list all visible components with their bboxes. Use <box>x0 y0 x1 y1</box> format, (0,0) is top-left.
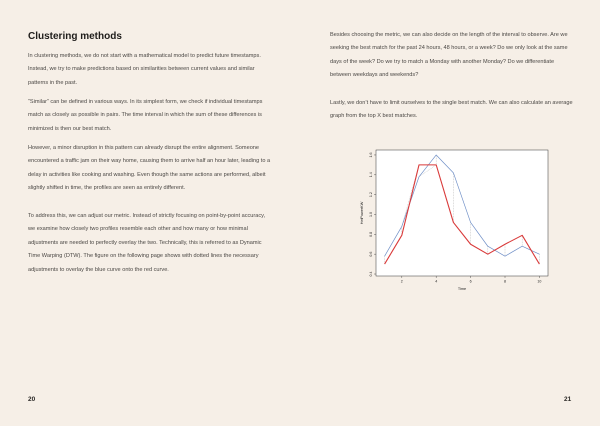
x-tick-label: 2 <box>400 279 403 284</box>
x-tick-label: 10 <box>537 279 542 284</box>
x-tick-label: 8 <box>504 279 506 284</box>
y-tick-label: 0.4 <box>369 271 373 277</box>
right-page <box>300 0 600 426</box>
paragraph-average: Lastly, we don’t have to limit ourselves to the single best match. We can also calculate an average graph from the top X best matches. <box>330 100 573 120</box>
paragraph-disruption: However, a minor disruption in this pattern can already disrupt the entire alignment. Someone encountered a traffic jam on their way home, causing them to arrive half an hour later, leading to a delay in activities like cooking and washing. Even though the same actions are performed, albeit slightly shifted in time, the profiles are seen as entirely different. <box>28 145 271 192</box>
section-heading: Clustering methods <box>28 31 122 42</box>
y-tick-label: 1.0 <box>369 211 373 217</box>
y-tick-label: 0.8 <box>369 231 373 237</box>
paragraph-dtw: To address this, we can adjust our metric. Instead of strictly focusing on point-by-point accuracy, we examine how closely two profiles resemble each other and how many or how minimal adjustments are needed to perfectly overlay the two. Technically, this is referred to as Dynamic Time Warping (DTW). The figure on the following page shows with dotted lines the necessary adjustments to overlay the blue curve onto the red curve. <box>28 213 266 273</box>
y-axis-label: HeiPowerKW <box>360 201 364 225</box>
x-tick-label: 6 <box>469 279 472 284</box>
dtw-chart <box>352 145 556 302</box>
x-axis-label: Time <box>457 287 467 291</box>
y-tick-label: 0.6 <box>369 251 373 257</box>
dtw-chart-svg <box>352 145 556 302</box>
y-tick-label: 1.2 <box>369 192 373 198</box>
x-tick-label: 4 <box>435 279 438 284</box>
paragraph-interval: Besides choosing the metric, we can also decide on the length of the interval to observe. Are we seeking the best match for the past 24 hours, 48 hours, or a week? Do we only look at the same days of the week? Do we try to match a Monday with another Monday? Do we differentiate between weekdays and weekends? <box>330 32 568 79</box>
paragraph-similar: “Similar” can be defined in various ways. In its simplest form, we check if individual timestamps match as closely as possible in pairs. The time interval in which the sum of these differences is minimized is then our best match. <box>28 99 263 132</box>
plot-frame <box>376 150 548 276</box>
page-number-right: 21 <box>564 396 572 403</box>
paragraph-intro: In clustering methods, we do not start with a mathematical model to predict future timestamps. Instead, we try to make predictions based on similarities between current values and similar patterns in the past. <box>28 53 261 86</box>
y-tick-label: 1.4 <box>369 172 373 178</box>
y-tick-label: 1.6 <box>369 152 373 158</box>
page-number-left: 20 <box>28 396 36 403</box>
